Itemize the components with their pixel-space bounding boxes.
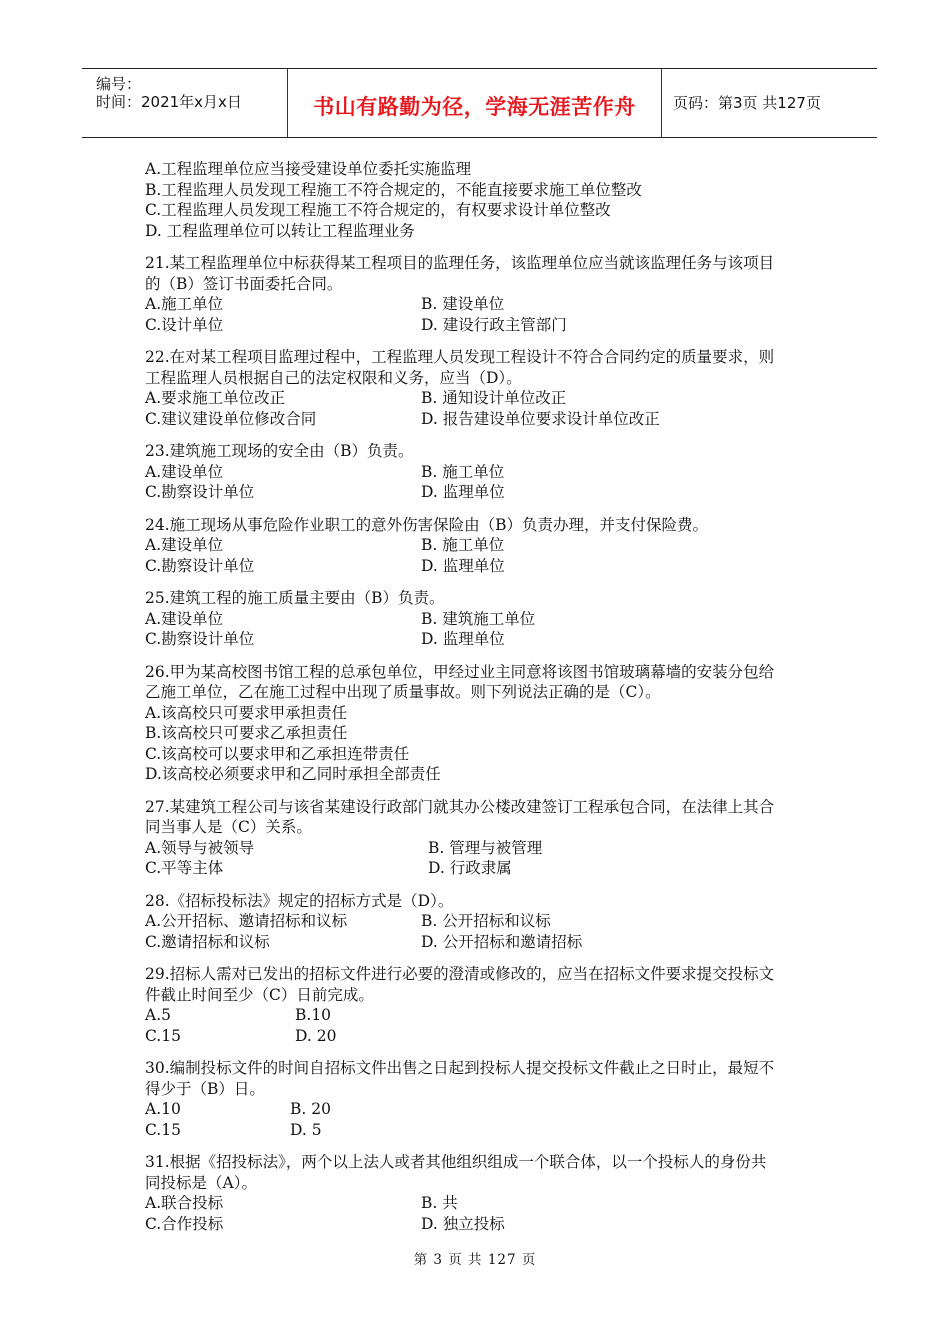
- question-stem: 25.建筑工程的施工质量主要由（B）负责。: [145, 589, 445, 607]
- option-row: [145, 1026, 835, 1047]
- option: A.5: [145, 1006, 171, 1024]
- question-27: [145, 797, 835, 879]
- question-stem: 29.招标人需对已发出的招标文件进行必要的澄清或修改的，应当在招标文件要求提交投标文: [145, 965, 775, 983]
- question-24: [145, 515, 835, 577]
- option-row: [145, 482, 835, 503]
- option: A.要求施工单位改正: [145, 389, 286, 407]
- option-line: C.工程监理人员发现工程施工不符合规定的，有权要求设计单位整改: [145, 201, 611, 219]
- option: A.建设单位: [145, 536, 224, 554]
- option-row: [145, 911, 835, 932]
- question-stem: 同当事人是（C）关系。: [145, 818, 312, 836]
- option-row: [145, 858, 835, 879]
- question-stem: 28.《招标投标法》规定的招标方式是（D）。: [145, 891, 454, 910]
- option: C.勘察设计单位: [145, 556, 255, 575]
- page-footer: 第 3 页 共 127 页: [413, 1252, 537, 1268]
- option-line: B.该高校只可要求乙承担责任: [145, 724, 348, 742]
- option: B.10: [295, 1006, 332, 1024]
- intro-options: [145, 159, 835, 241]
- option: C.勘察设计单位: [145, 483, 255, 501]
- question-stem: 件截止时间至少（C）日前完成。: [145, 985, 374, 1004]
- question-25: [145, 588, 835, 650]
- question-stem: 24.施工现场从事危险作业职工的意外伤害保险由（B）负责办理，并支付保险费。: [145, 515, 709, 534]
- question-stem: 30.编制投标文件的时间自招标文件出售之日起到投标人提交投标文件截止之日时止，最短不: [145, 1059, 775, 1077]
- option: A.联合投标: [145, 1194, 224, 1212]
- option: C.15: [145, 1026, 181, 1045]
- question-23: [145, 441, 835, 503]
- option-row: [145, 838, 835, 859]
- option: A.建设单位: [145, 462, 224, 481]
- option: A.10: [145, 1100, 181, 1118]
- option: D. 公开招标和邀请招标: [421, 932, 583, 951]
- question-stem: 乙施工单位，乙在施工过程中出现了质量事故。则下列说法正确的是（C）。: [145, 683, 661, 701]
- option: D. 监理单位: [421, 483, 505, 501]
- question-30: [145, 1058, 835, 1140]
- motto: 书山有路勤为径，学海无涯苦作舟: [313, 95, 636, 119]
- option: C.勘察设计单位: [145, 630, 255, 648]
- time-label: 时间：2021年x月x日: [96, 93, 242, 111]
- option-row: [145, 629, 835, 650]
- page-label: 页码：第3页 共127页: [673, 94, 821, 112]
- question-stem: 得少于（B）日。: [145, 1079, 265, 1098]
- option: C.建议建设单位修改合同: [145, 409, 317, 428]
- header-meta: [82, 69, 287, 137]
- number-label: 编号：: [96, 75, 142, 93]
- option-row: [145, 1214, 835, 1235]
- option-row: [145, 388, 835, 409]
- question-stem: 26.甲为某高校图书馆工程的总承包单位，甲经过业主同意将该图书馆玻璃幕墙的安装分包给: [145, 662, 775, 681]
- option: D. 报告建设单位要求设计单位改正: [421, 409, 660, 428]
- option: B. 建筑施工单位: [421, 609, 536, 628]
- question-stem: 21.某工程监理单位中标获得某工程项目的监理任务，该监理单位应当就该监理任务与该项目: [145, 254, 775, 272]
- question-31: [145, 1152, 835, 1234]
- option: D. 监理单位: [421, 630, 505, 648]
- question-21: [145, 253, 835, 335]
- option-row: [145, 462, 835, 483]
- option: A.领导与被领导: [145, 838, 255, 857]
- option-line: B.工程监理人员发现工程施工不符合规定的，不能直接要求施工单位整改: [145, 180, 642, 199]
- option-row: [145, 1193, 835, 1214]
- option-line: A.工程监理单位应当接受建设单位委托实施监理: [145, 160, 472, 178]
- option: C.平等主体: [145, 859, 224, 877]
- option: A.施工单位: [145, 295, 224, 313]
- option-row: [145, 535, 835, 556]
- option: B. 管理与被管理: [428, 838, 543, 857]
- option-row: [145, 409, 835, 430]
- question-stem: 工程监理人员根据自己的法定权限和义务，应当（D）。: [145, 368, 522, 387]
- option-row: [145, 1005, 835, 1026]
- option-line: D.该高校必须要求甲和乙同时承担全部责任: [145, 765, 441, 783]
- option-row: [145, 1099, 835, 1120]
- option: D. 5: [290, 1120, 322, 1139]
- header-motto-cell: [287, 69, 662, 137]
- option: B. 通知设计单位改正: [421, 389, 567, 407]
- option: C.邀请招标和议标: [145, 932, 270, 951]
- option-row: [145, 1120, 835, 1141]
- question-28: [145, 891, 835, 953]
- question-26: [145, 662, 835, 785]
- option-line: D. 工程监理单位可以转让工程监理业务: [145, 221, 415, 240]
- option-row: [145, 932, 835, 953]
- option: B. 公开招标和议标: [421, 912, 551, 930]
- option: D. 建设行政主管部门: [421, 315, 567, 334]
- option: D. 监理单位: [421, 556, 505, 575]
- option: B. 施工单位: [421, 536, 505, 554]
- option: D. 20: [295, 1026, 337, 1045]
- question-stem: 同投标是（A）。: [145, 1173, 257, 1192]
- option: C.合作投标: [145, 1214, 224, 1233]
- header-page-cell: [661, 69, 877, 137]
- option: A.公开招标、邀请招标和议标: [145, 912, 348, 930]
- question-stem: 23.建筑施工现场的安全由（B）负责。: [145, 442, 414, 460]
- option: B. 20: [290, 1100, 331, 1118]
- option: C.15: [145, 1120, 181, 1139]
- document-body: [145, 159, 835, 1234]
- option-row: [145, 294, 835, 315]
- page-header: [82, 68, 877, 138]
- option-line: A.该高校只可要求甲承担责任: [145, 703, 348, 722]
- option: A.建设单位: [145, 609, 224, 628]
- option: B. 施工单位: [421, 462, 505, 481]
- option: D. 行政隶属: [428, 859, 512, 877]
- option: C.设计单位: [145, 315, 224, 334]
- option: B. 建设单位: [421, 295, 505, 313]
- option-line: C.该高校可以要求甲和乙承担连带责任: [145, 744, 410, 763]
- question-stem: 22.在对某工程项目监理过程中，工程监理人员发现工程设计不符合合同约定的质量要求，则: [145, 348, 775, 366]
- option-row: [145, 556, 835, 577]
- question-29: [145, 964, 835, 1046]
- question-stem: 31.根据《招投标法》，两个以上法人或者其他组织组成一个联合体，以一个投标人的身份共: [145, 1153, 767, 1171]
- option: B. 共: [421, 1194, 458, 1212]
- question-stem: 27.某建筑工程公司与该省某建设行政部门就其办公楼改建签订工程承包合同，在法律上其合: [145, 797, 775, 816]
- option-row: [145, 315, 835, 336]
- question-stem: 的（B）签订书面委托合同。: [145, 274, 343, 293]
- option-row: [145, 609, 835, 630]
- question-22: [145, 347, 835, 429]
- option: D. 独立投标: [421, 1214, 505, 1233]
